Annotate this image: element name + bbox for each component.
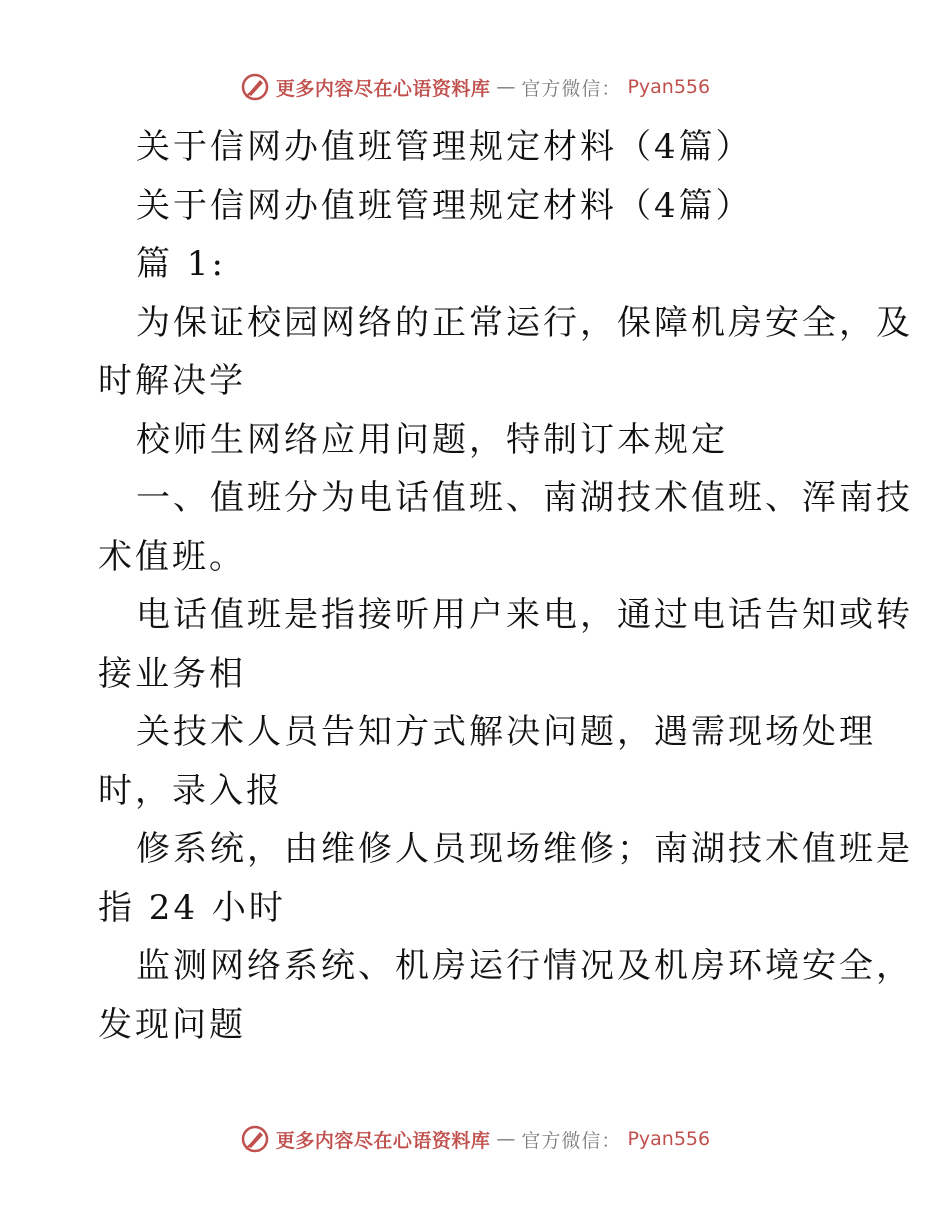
- doc-title: 关于信网办值班管理规定材料（4篇）: [136, 127, 753, 167]
- paragraph-line: 发现问题: [98, 1004, 246, 1045]
- footer-watermark: [0, 1124, 950, 1154]
- paragraph-line: 指 24 小时: [98, 887, 286, 928]
- watermark-label: 官方微信：: [521, 77, 622, 100]
- quill-logo-icon: [240, 72, 270, 102]
- paragraph-line: 修系统，由维修人员现场维修；南湖技术值班是: [136, 829, 913, 869]
- paragraph-line: 校师生网络应用问题，特制订本规定: [136, 419, 728, 460]
- paragraph-line: 接业务相: [98, 653, 246, 694]
- paragraph-line: 时解决学: [98, 361, 246, 401]
- watermark-text: 更多内容尽在心语资料库: [275, 77, 491, 100]
- watermark-text: 更多内容尽在心语资料库: [275, 1129, 491, 1152]
- paragraph-line: 时，录入报: [98, 770, 283, 811]
- paragraph-line: 一、值班分为电话值班、南湖技术值班、浑南技: [136, 478, 913, 518]
- paragraph-line: 电话值班是指接听用户来电，通过电话告知或转: [136, 595, 913, 635]
- paragraph-line: 关技术人员告知方式解决问题，遇需现场处理: [136, 712, 876, 752]
- doc-subtitle: 关于信网办值班管理规定材料（4篇）: [136, 185, 753, 226]
- paragraph-line: 为保证校园网络的正常运行，保障机房安全，及: [136, 302, 913, 343]
- watermark-wechat-id: Pyan556: [627, 1128, 711, 1150]
- watermark-dash: —: [496, 76, 516, 98]
- header-watermark: [0, 72, 950, 102]
- paragraph-line: 监测网络系统、机房运行情况及机房环境安全，: [136, 946, 913, 986]
- watermark-dash: —: [496, 1128, 516, 1150]
- document-body: [98, 118, 913, 1054]
- watermark-wechat-id: Pyan556: [627, 76, 711, 98]
- section-heading: 篇 1:: [136, 244, 226, 284]
- watermark-label: 官方微信：: [521, 1129, 622, 1152]
- quill-logo-icon: [240, 1124, 270, 1154]
- paragraph-line: 术值班。: [98, 536, 246, 577]
